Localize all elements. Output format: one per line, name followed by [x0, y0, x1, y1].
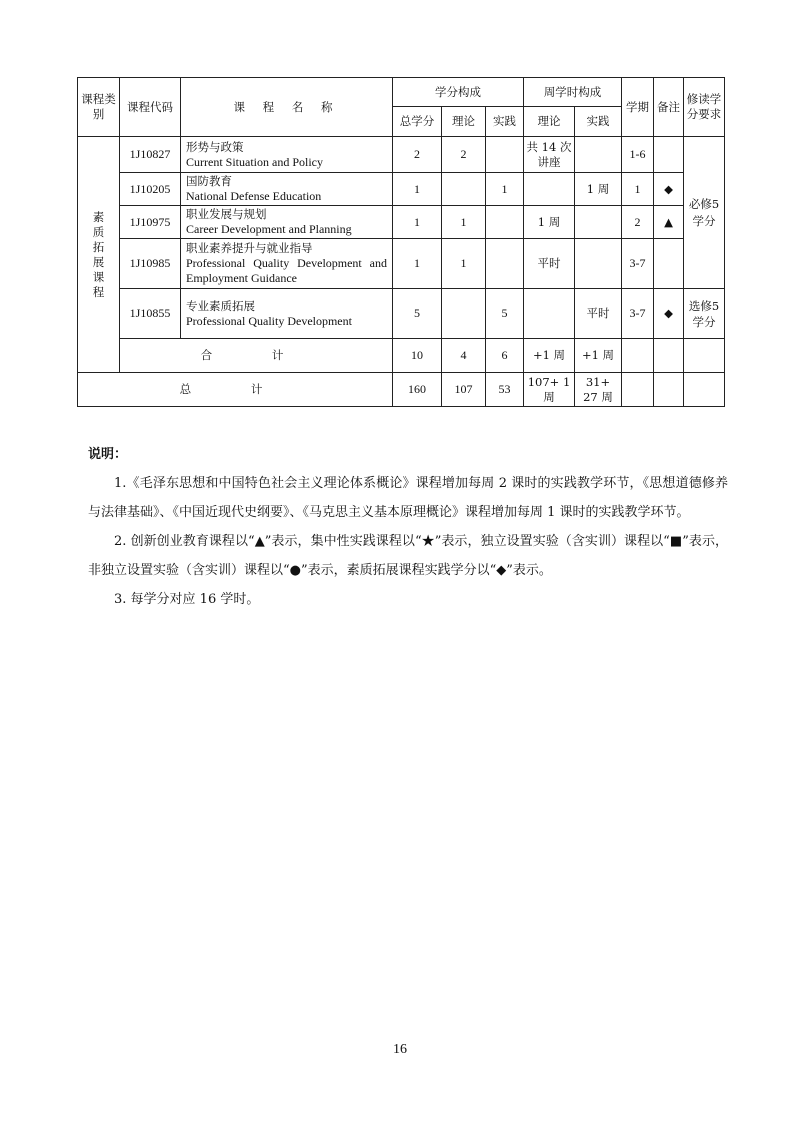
course-name-en: National Defense Education — [186, 189, 322, 203]
note-item: 1.《毛泽东思想和中国特色社会主义理论体系概论》课程增加每周 2 课时的实践教学环节，《思想道德修养与法律基础》、《中国近现代史纲要》、《马克思主义基本原理概论》课程增加每周 1 课时的实践教学环节。 — [88, 476, 728, 520]
remark — [654, 239, 684, 289]
grand-total-requirement — [684, 373, 725, 407]
credit-total: 2 — [393, 137, 442, 173]
header-category: 课程类别 — [78, 78, 120, 137]
grand-total-theory: 107 — [442, 373, 486, 407]
course-name-cn: 国防教育 — [186, 174, 232, 188]
credit-practice — [486, 239, 524, 289]
hours-practice — [575, 239, 622, 289]
subtotal-semester — [622, 339, 654, 373]
course-code: 1J10975 — [120, 206, 181, 239]
credit-theory: 1 — [442, 206, 486, 239]
credit-total: 1 — [393, 239, 442, 289]
course-name — [181, 173, 393, 206]
grand-total-practice: 53 — [486, 373, 524, 407]
grand-total-hours-practice: 31+ 27 周 — [575, 373, 622, 407]
header-name: 课 程 名 称 — [181, 78, 393, 137]
credit-practice — [486, 206, 524, 239]
hours-theory: 1 周 — [524, 206, 575, 239]
category-cell: 素 质 拓 展 课 程 — [78, 137, 120, 373]
course-name — [181, 137, 393, 173]
note-item: 3. 每学分对应 16 学时。 — [114, 592, 260, 607]
course-name-en: Professional Quality Development and Employment Guidance — [186, 256, 387, 285]
credit-practice: 1 — [486, 173, 524, 206]
course-table — [77, 77, 725, 407]
subtotal-label — [120, 339, 393, 373]
grand-total-remark — [654, 373, 684, 407]
remark: ◆ — [654, 289, 684, 339]
subtotal-practice: 6 — [486, 339, 524, 373]
table-row — [78, 173, 725, 206]
course-name — [181, 289, 393, 339]
hours-theory — [524, 173, 575, 206]
requirement-required: 必修5学分 — [684, 137, 725, 289]
credit-practice: 5 — [486, 289, 524, 339]
grand-total-hours-theory: 107+ 1周 — [524, 373, 575, 407]
credit-theory: 1 — [442, 239, 486, 289]
subtotal-hours-practice: +1 周 — [575, 339, 622, 373]
subtotal-theory: 4 — [442, 339, 486, 373]
course-code: 1J10855 — [120, 289, 181, 339]
subtotal-hours-theory: +1 周 — [524, 339, 575, 373]
remark: ◆ — [654, 173, 684, 206]
hours-theory — [524, 289, 575, 339]
table-row — [78, 206, 725, 239]
header-credit-total: 总学分 — [393, 107, 442, 137]
course-name — [181, 206, 393, 239]
table-row — [78, 239, 725, 289]
grand-total-row — [78, 373, 725, 407]
semester: 3-7 — [622, 289, 654, 339]
course-name-cn: 专业素质拓展 — [186, 298, 255, 313]
semester: 1 — [622, 173, 654, 206]
course-code: 1J10985 — [120, 239, 181, 289]
subtotal-label-text: 合 计 — [200, 348, 312, 362]
header-hours-group: 周学时构成 — [524, 78, 622, 107]
hours-practice: 平时 — [575, 289, 622, 339]
hours-theory: 共 14 次讲座 — [524, 137, 575, 173]
remark — [654, 137, 684, 173]
header-credit-theory: 理论 — [442, 107, 486, 137]
hours-practice: 1 周 — [575, 173, 622, 206]
hours-practice — [575, 137, 622, 173]
header-semester: 学期 — [622, 78, 654, 137]
course-name — [181, 239, 393, 289]
semester: 3-7 — [622, 239, 654, 289]
credit-practice — [486, 137, 524, 173]
course-name-cn: 职业素养提升与就业指导 — [186, 241, 313, 255]
credit-total: 1 — [393, 206, 442, 239]
remark: ▲ — [654, 206, 684, 239]
course-name-cn: 形势与政策 — [186, 139, 244, 154]
subtotal-remark — [654, 339, 684, 373]
course-name-en: Current Situation and Policy — [186, 154, 323, 169]
hours-practice — [575, 206, 622, 239]
course-name-en: Professional Quality Development — [186, 313, 352, 328]
course-code: 1J10205 — [120, 173, 181, 206]
header-credit-group: 学分构成 — [393, 78, 524, 107]
course-code: 1J10827 — [120, 137, 181, 173]
semester: 2 — [622, 206, 654, 239]
table-row — [78, 137, 725, 173]
requirement-elective: 选修5学分 — [684, 289, 725, 339]
hours-theory: 平时 — [524, 239, 575, 289]
course-name-en: Career Development and Planning — [186, 222, 352, 236]
header-requirement: 修读学分要求 — [684, 78, 725, 137]
subtotal-requirement — [684, 339, 725, 373]
subtotal-row — [78, 339, 725, 373]
subtotal-total: 10 — [393, 339, 442, 373]
header-hours-theory: 理论 — [524, 107, 575, 137]
table-row — [78, 289, 725, 339]
notes-title: 说明： — [88, 447, 128, 462]
notes-section — [88, 440, 728, 614]
header-credit-practice: 实践 — [486, 107, 524, 137]
grand-total-total: 160 — [393, 373, 442, 407]
page-number: 16 — [393, 1042, 407, 1057]
credit-total: 5 — [393, 289, 442, 339]
note-item: 2. 创新创业教育课程以“▲”表示，集中性实践课程以“★”表示，独立设置实验（含实训）课程以“■”表示，非独立设置实验（含实训）课程以“●”表示，素质拓展课程实践学分以“◆”表示。 — [88, 534, 728, 578]
credit-theory: 2 — [442, 137, 486, 173]
header-code: 课程代码 — [120, 78, 181, 137]
header-hours-practice: 实践 — [575, 107, 622, 137]
course-name-cn: 职业发展与规划 — [186, 207, 267, 221]
header-remark: 备注 — [654, 78, 684, 137]
credit-theory — [442, 173, 486, 206]
grand-total-label-text: 总 计 — [179, 382, 291, 396]
grand-total-label — [78, 373, 393, 407]
credit-theory — [442, 289, 486, 339]
semester: 1-6 — [622, 137, 654, 173]
credit-total: 1 — [393, 173, 442, 206]
grand-total-semester — [622, 373, 654, 407]
